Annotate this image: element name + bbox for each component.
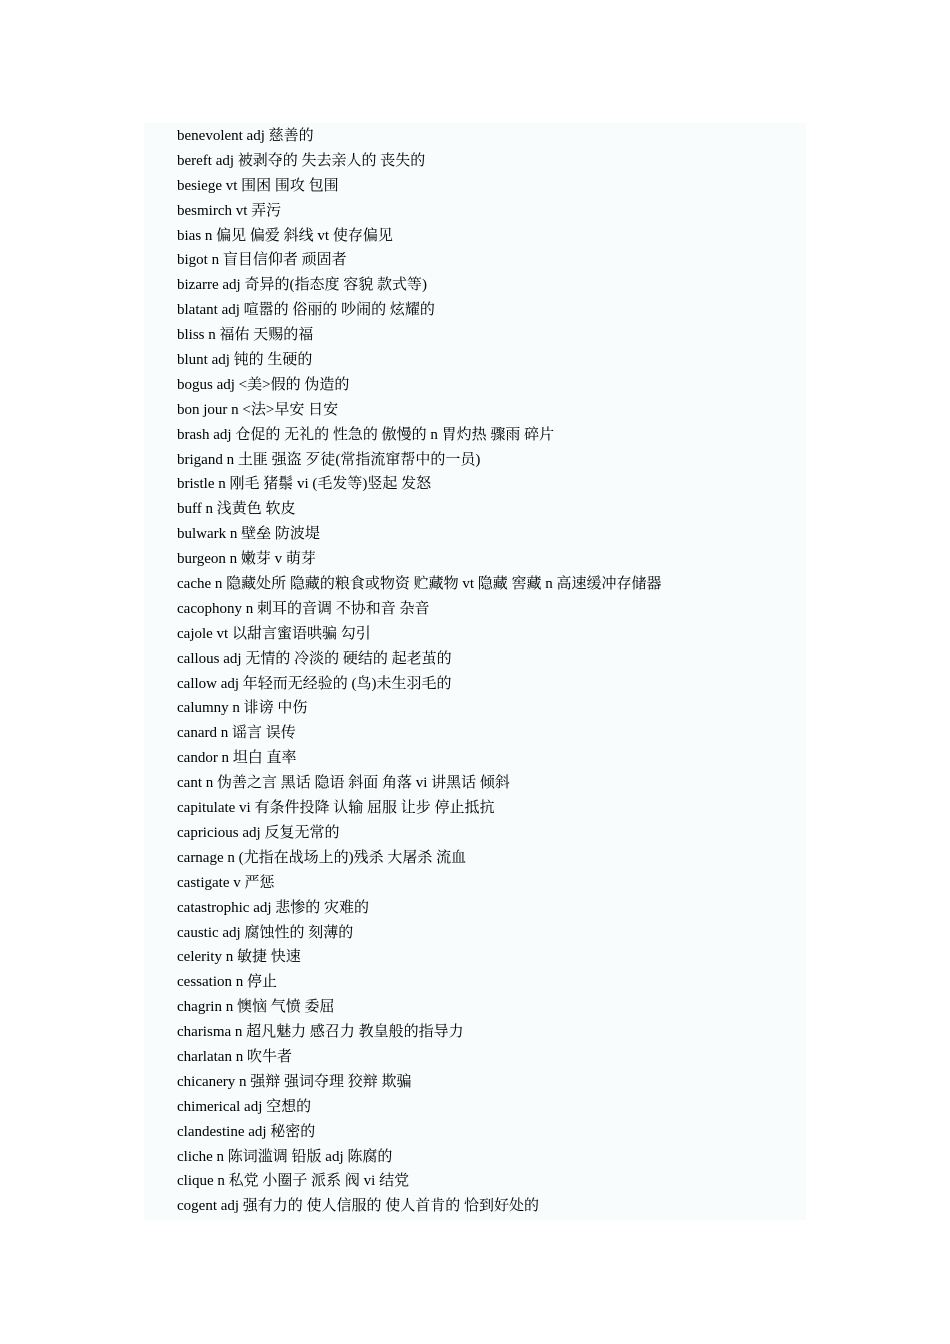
vocabulary-entry: besmirch vt 弄污 [177, 202, 282, 219]
vocabulary-entry: bias n 偏见 偏爱 斜线 vt 使存偏见 [177, 227, 393, 244]
vocabulary-entry: capitulate vi 有条件投降 认输 屈服 让步 停止抵抗 [177, 800, 495, 817]
vocabulary-entry: bigot n 盲目信仰者 顽固者 [177, 252, 347, 269]
vocabulary-entry: cessation n 停止 [177, 974, 277, 991]
vocabulary-entry: charlatan n 吹牛者 [177, 1048, 292, 1065]
vocabulary-entry: cacophony n 刺耳的音调 不协和音 杂音 [177, 600, 430, 617]
vocabulary-entry: clique n 私党 小圈子 派系 阀 vi 结党 [177, 1173, 410, 1190]
vocabulary-entry: burgeon n 嫩芽 v 萌芽 [177, 551, 316, 568]
vocabulary-entry: cliche n 陈词滥调 铅版 adj 陈腐的 [177, 1148, 393, 1165]
vocabulary-entry: bizarre adj 奇异的(指态度 容貌 款式等) [177, 277, 427, 294]
vocabulary-entry: catastrophic adj 悲惨的 灾难的 [177, 899, 370, 916]
vocabulary-entry: capricious adj 反复无常的 [177, 824, 340, 841]
vocabulary-entry: calumny n 诽谤 中伤 [177, 700, 308, 717]
vocabulary-entry: cajole vt 以甜言蜜语哄骗 勾引 [177, 625, 371, 642]
vocabulary-entry: clandestine adj 秘密的 [177, 1123, 316, 1140]
vocabulary-entry: benevolent adj 慈善的 [177, 128, 314, 144]
vocabulary-entry: cant n 伪善之言 黑话 隐语 斜面 角落 vi 讲黑话 倾斜 [177, 775, 510, 792]
vocabulary-entry: bogus adj <美>假的 伪造的 [177, 376, 350, 393]
vocabulary-entry: chicanery n 强辩 强词夺理 狡辩 欺骗 [177, 1073, 412, 1090]
vocabulary-entry: cache n 隐藏处所 隐藏的粮食或物资 贮藏物 vt 隐藏 窖藏 n 高速缓冲存储器 [177, 576, 662, 593]
vocabulary-entry: besiege vt 围困 围攻 包围 [177, 177, 339, 194]
vocabulary-entry: brash adj 仓促的 无礼的 性急的 傲慢的 n 胃灼热 骤雨 碎片 [177, 426, 555, 443]
vocabulary-entry: bereft adj 被剥夺的 失去亲人的 丧失的 [177, 152, 426, 169]
vocabulary-entry: candor n 坦白 直率 [177, 750, 297, 767]
vocabulary-entry: caustic adj 腐蚀性的 刻薄的 [177, 924, 354, 941]
vocabulary-entry: chagrin n 懊恼 气愤 委屈 [177, 999, 335, 1016]
vocabulary-entry: charisma n 超凡魅力 感召力 教皇般的指导力 [177, 1024, 464, 1041]
vocabulary-entry: bon jour n <法>早安 日安 [177, 401, 339, 418]
vocabulary-entry: cogent adj 强有力的 使人信服的 使人首肯的 恰到好处的 [177, 1198, 540, 1215]
vocabulary-entry: buff n 浅黄色 软皮 [177, 501, 296, 518]
vocabulary-entry: bristle n 刚毛 猪鬃 vi (毛发等)竖起 发怒 [177, 476, 432, 493]
vocabulary-entry: callous adj 无情的 冷淡的 硬结的 起老茧的 [177, 650, 452, 667]
vocabulary-entry: canard n 谣言 误传 [177, 725, 296, 742]
vocabulary-entry: bulwark n 壁垒 防波堤 [177, 526, 320, 543]
vocabulary-entry: chimerical adj 空想的 [177, 1098, 312, 1115]
vocabulary-entry: celerity n 敏捷 快速 [177, 949, 301, 966]
vocabulary-entry: blatant adj 喧嚣的 俗丽的 吵闹的 炫耀的 [177, 302, 435, 319]
vocabulary-entry: blunt adj 钝的 生硬的 [177, 352, 313, 369]
vocabulary-entry: castigate v 严惩 [177, 874, 275, 891]
vocabulary-entry: bliss n 福佑 天赐的福 [177, 327, 314, 344]
vocabulary-entry: callow adj 年轻而无经验的 (鸟)未生羽毛的 [177, 675, 452, 692]
vocabulary-entry: carnage n (尤指在战场上的)残杀 大屠杀 流血 [177, 849, 467, 866]
vocabulary-list [177, 124, 797, 1219]
vocabulary-entry: brigand n 土匪 强盗 歹徒(常指流窜帮中的一员) [177, 451, 481, 468]
